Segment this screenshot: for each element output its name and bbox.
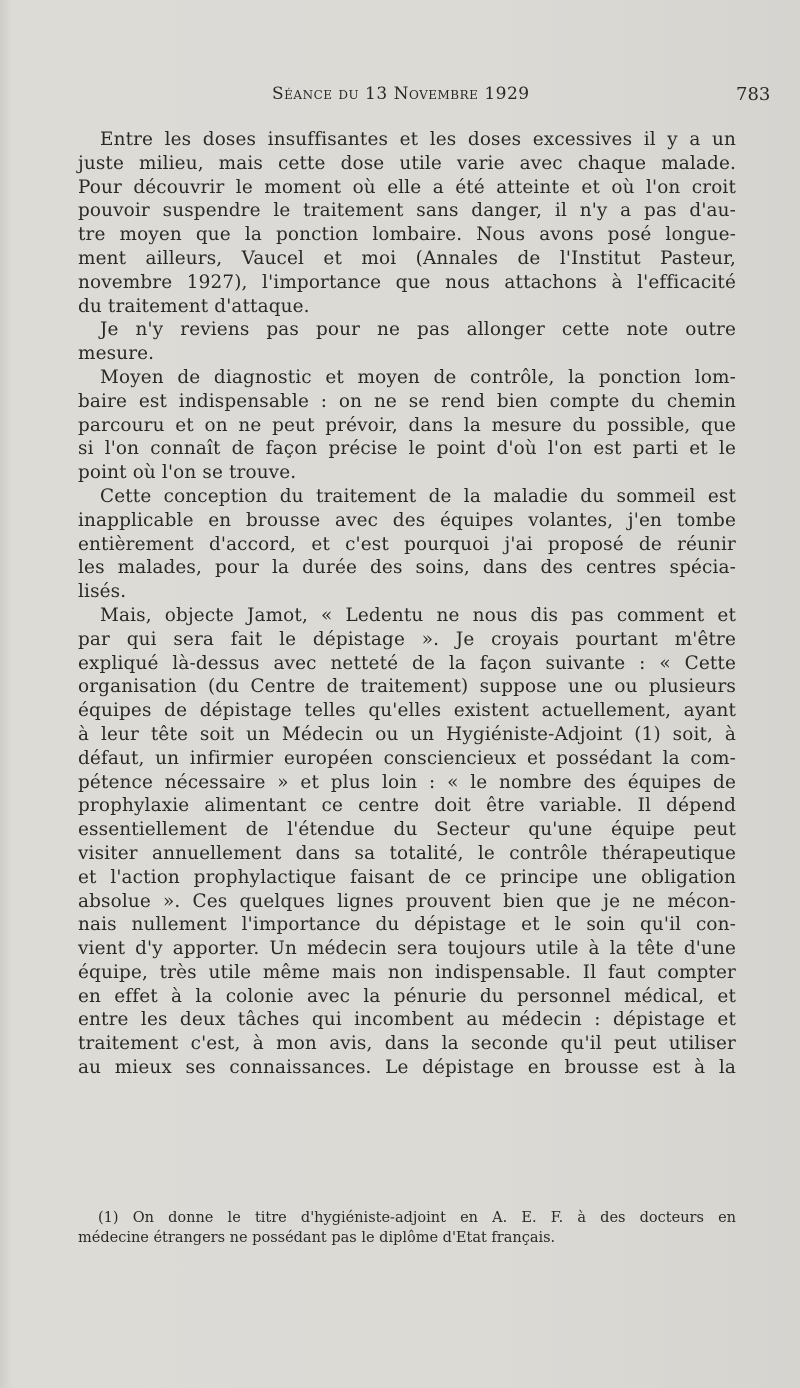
- text-line: à leur tête soit un Médecin ou un Hygiéniste-Adjoint (1) soit, à: [78, 723, 736, 745]
- text-line: au mieux ses connaissances. Le dépistage en brousse est à la: [78, 1057, 736, 1079]
- text-line: baire est indispensable : on ne se rend bien compte du chemin: [78, 390, 736, 412]
- text-line: Cette conception du traitement de la maladie du sommeil est: [100, 485, 736, 507]
- text-line: point où l'on se trouve.: [78, 462, 297, 484]
- text-line: essentiellement de l'étendue du Secteur qu'une équipe peut: [78, 819, 736, 841]
- text-line: équipe, très utile même mais non indispensable. Il faut compter: [78, 961, 736, 983]
- text-line: vient d'y apporter. Un médecin sera toujours utile à la tête d'une: [78, 938, 736, 960]
- text-line: ment ailleurs, Vaucel et moi (Annales de l'Institut Pasteur,: [78, 247, 736, 269]
- text-line: du traitement d'attaque.: [78, 295, 310, 317]
- body-text: [78, 128, 736, 1080]
- text-line: si l'on connaît de façon précise le point d'où l'on est parti et le: [78, 438, 736, 460]
- text-line: novembre 1927), l'importance que nous attachons à l'efficacité: [78, 271, 736, 293]
- text-line: en effet à la colonie avec la pénurie du personnel médical, et: [78, 985, 736, 1007]
- text-line: Entre les doses insuffisantes et les doses excessives il y a un: [100, 129, 736, 150]
- text-line: nais nullement l'importance du dépistage et le soin qu'il con-: [78, 914, 736, 936]
- text-line: lisés.: [78, 581, 127, 603]
- text-line: traitement c'est, à mon avis, dans la seconde qu'il peut utiliser: [78, 1033, 736, 1055]
- text-line: les malades, pour la durée des soins, dans des centres spécia-: [78, 557, 736, 579]
- text-line: visiter annuellement dans sa totalité, le contrôle thérapeutique: [78, 842, 736, 864]
- text-line: Moyen de diagnostic et moyen de contrôle, la ponction lom-: [100, 366, 736, 388]
- page-number: 783: [736, 84, 771, 105]
- footnote-line: médecine étrangers ne possédant pas le diplôme d'Etat français.: [78, 1230, 556, 1246]
- text-line: inapplicable en brousse avec des équipes volantes, j'en tombe: [78, 509, 736, 531]
- text-line: entièrement d'accord, et c'est pourquoi j'ai proposé de réunir: [78, 533, 736, 555]
- running-title: Séance du 13 Novembre 1929: [272, 84, 530, 104]
- text-line: Mais, objecte Jamot, « Ledentu ne nous dis pas comment et: [100, 604, 736, 626]
- text-line: prophylaxie alimentant ce centre doit être variable. Il dépend: [78, 795, 736, 817]
- text-line: juste milieu, mais cette dose utile varie avec chaque malade.: [78, 152, 736, 174]
- text-line: expliqué là-dessus avec netteté de la façon suivante : « Cette: [78, 652, 736, 674]
- text-line: Je n'y reviens pas pour ne pas allonger cette note outre: [100, 319, 736, 341]
- text-line: pouvoir suspendre le traitement sans danger, il n'y a pas d'au-: [78, 200, 736, 222]
- text-line: organisation (du Centre de traitement) suppose une ou plusieurs: [78, 676, 736, 698]
- text-line: absolue ». Ces quelques lignes prouvent bien que je ne mécon-: [78, 890, 736, 912]
- text-line: Pour découvrir le moment où elle a été atteinte et où l'on croit: [78, 176, 736, 198]
- text-line: tre moyen que la ponction lombaire. Nous avons posé longue-: [78, 224, 736, 246]
- text-line: pétence nécessaire » et plus loin : « le nombre des équipes de: [78, 771, 736, 793]
- footnotes: [78, 1208, 736, 1248]
- text-line: équipes de dépistage telles qu'elles existent actuellement, ayant: [78, 700, 736, 722]
- text-line: mesure.: [78, 343, 155, 365]
- text-line: par qui sera fait le dépistage ». Je croyais pourtant m'être: [78, 628, 736, 650]
- text-line: parcouru et on ne peut prévoir, dans la mesure du possible, que: [78, 414, 736, 436]
- text-line: entre les deux tâches qui incombent au médecin : dépistage et: [78, 1009, 736, 1031]
- text-line: défaut, un infirmier européen consciencieux et possédant la com-: [78, 747, 736, 769]
- footnote-line: (1) On donne le titre d'hygiéniste-adjoint en A. E. F. à des docteurs en: [98, 1210, 736, 1226]
- text-line: et l'action prophylactique faisant de ce principe une obligation: [78, 866, 736, 888]
- page-header: [0, 84, 800, 112]
